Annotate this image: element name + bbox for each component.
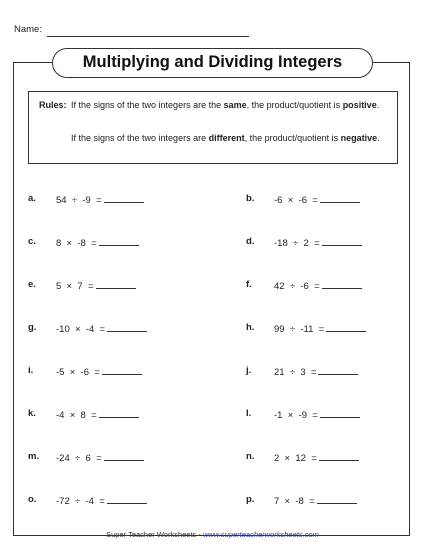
problem-expression-text: -6 × -6 = bbox=[274, 195, 318, 206]
answer-blank[interactable] bbox=[317, 494, 357, 504]
answer-blank[interactable] bbox=[104, 193, 144, 203]
answer-blank[interactable] bbox=[326, 322, 366, 332]
problem-letter: k. bbox=[28, 408, 36, 419]
problem-expression-text: 99 ÷ -11 = bbox=[274, 324, 325, 335]
rules-label: Rules: bbox=[39, 100, 67, 110]
problem-letter: n. bbox=[246, 451, 255, 462]
rule1-text-start: If the signs of the two integers are the bbox=[71, 100, 224, 110]
problem-expression bbox=[56, 451, 144, 464]
problem-expression bbox=[274, 322, 366, 335]
problem-expression bbox=[56, 365, 142, 378]
answer-blank[interactable] bbox=[322, 279, 362, 289]
problem-expression-text: -72 ÷ -4 = bbox=[56, 496, 105, 507]
rule2-text-middle: , the product/quotient is bbox=[244, 133, 341, 143]
footer bbox=[0, 530, 425, 539]
problem-expression bbox=[274, 279, 362, 292]
answer-blank[interactable] bbox=[320, 408, 360, 418]
rule1-result: positive bbox=[342, 100, 377, 110]
answer-blank[interactable] bbox=[102, 365, 142, 375]
problem-letter: g. bbox=[28, 322, 37, 333]
problem-expression-text: 7 × -8 = bbox=[274, 496, 315, 507]
rule1-keyword: same bbox=[223, 100, 247, 110]
problem-expression bbox=[56, 494, 147, 507]
problem-expression bbox=[274, 494, 357, 507]
problem-expression-text: 2 × 12 = bbox=[274, 453, 317, 464]
rule-same-signs bbox=[71, 100, 386, 112]
problem-expression-text: 5 × 7 = bbox=[56, 281, 94, 292]
rule2-text-start: If the signs of the two integers are bbox=[71, 133, 209, 143]
problem-expression-text: -10 × -4 = bbox=[56, 324, 106, 335]
problem-expression-text: -18 ÷ 2 = bbox=[274, 238, 320, 249]
problem-letter: l. bbox=[246, 408, 252, 419]
rule2-result: negative bbox=[340, 133, 378, 143]
answer-blank[interactable] bbox=[107, 322, 147, 332]
answer-blank[interactable] bbox=[320, 193, 360, 203]
problem-letter: a. bbox=[28, 193, 36, 204]
rule1-text-end: . bbox=[376, 100, 380, 110]
problem-expression bbox=[56, 408, 139, 421]
rule2-text-end: . bbox=[377, 133, 380, 143]
footer-link[interactable]: www.superteacherworksheets.com bbox=[202, 530, 319, 539]
answer-blank[interactable] bbox=[104, 451, 144, 461]
problem-expression bbox=[56, 193, 144, 206]
problem-letter: e. bbox=[28, 279, 36, 290]
problem-expression-text: 54 ÷ -9 = bbox=[56, 195, 102, 206]
problem-expression bbox=[274, 451, 359, 464]
answer-blank[interactable] bbox=[99, 408, 139, 418]
problem-expression-text: -24 ÷ 6 = bbox=[56, 453, 102, 464]
problem-letter: b. bbox=[246, 193, 255, 204]
name-label: Name: bbox=[14, 24, 42, 35]
problem-expression-text: -1 × -9 = bbox=[274, 410, 318, 421]
problem-expression-text: 8 × -8 = bbox=[56, 238, 97, 249]
problem-letter: h. bbox=[246, 322, 255, 333]
answer-blank[interactable] bbox=[322, 236, 362, 246]
problem-expression bbox=[274, 193, 360, 206]
problem-letter: d. bbox=[246, 236, 255, 247]
answer-blank[interactable] bbox=[96, 279, 136, 289]
problem-letter: f. bbox=[246, 279, 252, 290]
problem-letter: c. bbox=[28, 236, 36, 247]
problem-letter: p. bbox=[246, 494, 255, 505]
problem-letter: m. bbox=[28, 451, 40, 462]
rule-different-signs bbox=[71, 133, 386, 145]
problem-expression bbox=[56, 322, 147, 335]
problem-expression-text: 21 ÷ 3 = bbox=[274, 367, 317, 378]
rule2-keyword: different bbox=[208, 133, 245, 143]
problem-expression bbox=[274, 365, 358, 378]
problem-expression bbox=[56, 236, 139, 249]
problem-expression bbox=[274, 236, 362, 249]
problem-expression bbox=[274, 408, 360, 421]
rules-box bbox=[28, 91, 398, 164]
problem-expression-text: 42 ÷ -6 = bbox=[274, 281, 320, 292]
answer-blank[interactable] bbox=[99, 236, 139, 246]
problem-expression-text: -5 × -6 = bbox=[56, 367, 100, 378]
problem-letter: o. bbox=[28, 494, 37, 505]
answer-blank[interactable] bbox=[319, 451, 359, 461]
name-field-line bbox=[47, 36, 249, 37]
problem-expression-text: -4 × 8 = bbox=[56, 410, 97, 421]
problem-expression bbox=[56, 279, 136, 292]
footer-text: Super Teacher Worksheets - bbox=[106, 530, 203, 539]
problem-letter: i. bbox=[28, 365, 34, 376]
worksheet-title: Multiplying and Dividing Integers bbox=[52, 48, 373, 78]
answer-blank[interactable] bbox=[318, 365, 358, 375]
rule1-text-middle: , the product/quotient is bbox=[246, 100, 343, 110]
answer-blank[interactable] bbox=[107, 494, 147, 504]
problem-letter: j. bbox=[246, 365, 252, 376]
